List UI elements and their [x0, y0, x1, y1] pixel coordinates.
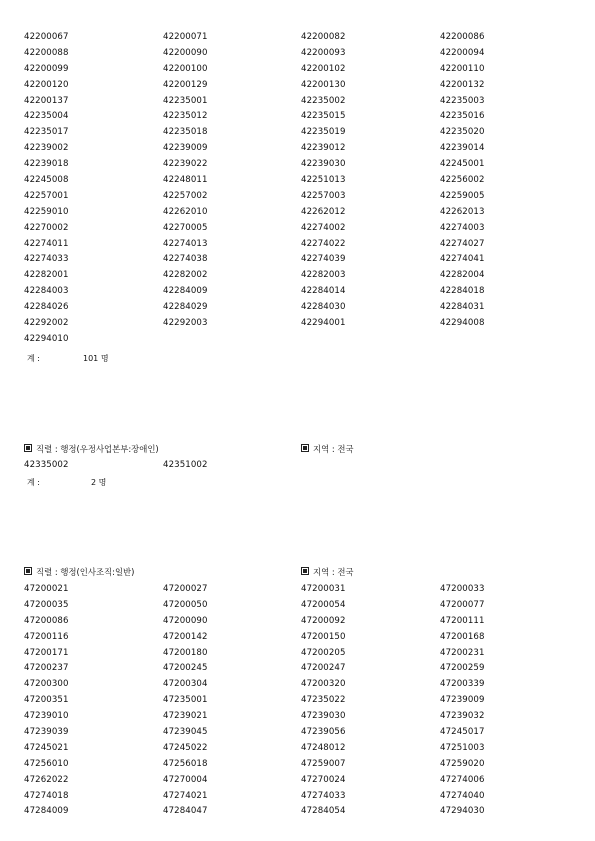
- code-list-section-3: [24, 582, 579, 820]
- exam-number-cell: 42284014: [301, 286, 346, 297]
- exam-number-cell: 47245017: [440, 727, 485, 738]
- exam-number-cell: 42239012: [301, 143, 346, 154]
- exam-number-cell: 42257003: [301, 190, 346, 201]
- exam-number-cell: 47200150: [301, 631, 346, 642]
- exam-number-cell: 42282004: [440, 270, 485, 281]
- exam-number-cell: 42274041: [440, 254, 485, 265]
- exam-number-cell: 47200171: [24, 647, 69, 658]
- exam-number-cell: 42292002: [24, 318, 69, 329]
- exam-number-cell: 42274002: [301, 222, 346, 233]
- exam-number-cell: 42274013: [163, 238, 208, 249]
- exam-number-cell: 42274027: [440, 238, 485, 249]
- exam-number-cell: 42235018: [163, 127, 208, 138]
- code-list-section-1: [24, 30, 579, 348]
- exam-number-cell: 47200320: [301, 679, 346, 690]
- exam-number-cell: 42200067: [24, 32, 69, 42]
- exam-number-cell: 42200130: [301, 79, 346, 90]
- exam-number-cell: 42200137: [24, 95, 69, 106]
- exam-number-cell: 42284003: [24, 286, 69, 297]
- exam-number-cell: 47200077: [440, 599, 485, 610]
- exam-number-cell: 42294008: [440, 318, 485, 329]
- exam-number-cell: 47200033: [440, 584, 485, 594]
- exam-number-cell: 42200093: [301, 47, 346, 58]
- exam-number-cell: 47200021: [24, 584, 69, 594]
- exam-number-cell: 42235017: [24, 127, 69, 138]
- exam-number-cell: 47284009: [24, 806, 69, 817]
- exam-number-cell: 42235001: [163, 95, 208, 106]
- exam-number-cell: 47200351: [24, 695, 69, 706]
- exam-number-cell: 42259010: [24, 206, 69, 217]
- exam-number-cell: 42282003: [301, 270, 346, 281]
- position-header-text: 직렬 : 행정(인사조직:일반): [36, 567, 135, 577]
- exam-number-cell: 47274006: [440, 774, 485, 785]
- total-label: 계 :: [27, 354, 40, 363]
- exam-number-cell: 42200099: [24, 63, 69, 74]
- exam-number-cell: 47239032: [440, 711, 485, 722]
- exam-number-cell: 42284030: [301, 302, 346, 313]
- exam-number-cell: 42259005: [440, 190, 485, 201]
- exam-number-cell: 42284018: [440, 286, 485, 297]
- exam-number-cell: 42274022: [301, 238, 346, 249]
- exam-number-cell: 42239022: [163, 159, 208, 170]
- exam-number-cell: 47200054: [301, 599, 346, 610]
- exam-number-cell: 47274040: [440, 790, 485, 801]
- exam-number-cell: 42294010: [24, 333, 69, 344]
- exam-number-cell: 42351002: [163, 460, 208, 470]
- exam-number-cell: 42274038: [163, 254, 208, 265]
- exam-number-cell: 47200090: [163, 615, 208, 626]
- total-count: 2 명: [91, 478, 107, 487]
- exam-number-cell: 42262013: [440, 206, 485, 217]
- exam-number-cell: 47259007: [301, 758, 346, 769]
- exam-number-cell: 47200259: [440, 663, 485, 674]
- region-header-text: 지역 : 전국: [313, 567, 354, 577]
- exam-number-cell: 42282002: [163, 270, 208, 281]
- exam-number-cell: 47239010: [24, 711, 69, 722]
- exam-number-cell: 47200116: [24, 631, 69, 642]
- exam-number-cell: 42239018: [24, 159, 69, 170]
- checkbox-marker-icon: [24, 567, 32, 575]
- exam-number-cell: 47200339: [440, 679, 485, 690]
- exam-number-cell: 47245021: [24, 742, 69, 753]
- exam-number-cell: 42292003: [163, 318, 208, 329]
- exam-number-cell: 42235012: [163, 111, 208, 122]
- exam-number-cell: 47200027: [163, 584, 208, 594]
- position-header-section-2: [24, 443, 159, 455]
- exam-number-cell: 47200300: [24, 679, 69, 690]
- position-header-text: 직렬 : 행정(우정사업본부:장애인): [36, 444, 159, 454]
- exam-number-cell: 47274033: [301, 790, 346, 801]
- exam-number-cell: 47284047: [163, 806, 208, 817]
- exam-number-cell: 42235020: [440, 127, 485, 138]
- exam-number-cell: 47235022: [301, 695, 346, 706]
- exam-number-cell: 42200086: [440, 32, 485, 42]
- exam-number-cell: 42235002: [301, 95, 346, 106]
- exam-number-cell: 42284026: [24, 302, 69, 313]
- exam-number-cell: 42284009: [163, 286, 208, 297]
- exam-number-cell: 47239030: [301, 711, 346, 722]
- exam-number-cell: 42235004: [24, 111, 69, 122]
- exam-number-cell: 42282001: [24, 270, 69, 281]
- exam-number-cell: 47239039: [24, 727, 69, 738]
- exam-number-cell: 42256002: [440, 175, 485, 186]
- exam-number-cell: 47259020: [440, 758, 485, 769]
- exam-number-cell: 42200071: [163, 32, 208, 42]
- exam-number-cell: 42257002: [163, 190, 208, 201]
- exam-number-cell: 42239009: [163, 143, 208, 154]
- exam-number-cell: 47251003: [440, 742, 485, 753]
- checkbox-marker-icon: [301, 444, 309, 452]
- exam-number-cell: 42262010: [163, 206, 208, 217]
- exam-number-cell: 42294001: [301, 318, 346, 329]
- total-row-section-2: [27, 477, 107, 489]
- exam-number-cell: 47239021: [163, 711, 208, 722]
- exam-number-cell: 42200110: [440, 63, 485, 74]
- exam-number-cell: 42235015: [301, 111, 346, 122]
- exam-number-cell: 42200100: [163, 63, 208, 74]
- exam-number-cell: 42239014: [440, 143, 485, 154]
- exam-number-cell: 47200086: [24, 615, 69, 626]
- exam-number-cell: 47270004: [163, 774, 208, 785]
- exam-number-cell: 47256018: [163, 758, 208, 769]
- exam-number-cell: 47239045: [163, 727, 208, 738]
- exam-number-cell: 42239030: [301, 159, 346, 170]
- exam-number-cell: 42200094: [440, 47, 485, 58]
- exam-number-cell: 42284031: [440, 302, 485, 313]
- checkbox-marker-icon: [301, 567, 309, 575]
- exam-number-cell: 42200082: [301, 32, 346, 42]
- exam-number-cell: 42200090: [163, 47, 208, 58]
- exam-number-cell: 47200092: [301, 615, 346, 626]
- exam-number-cell: 47239056: [301, 727, 346, 738]
- exam-number-cell: 42235016: [440, 111, 485, 122]
- total-row-section-1: [27, 353, 109, 365]
- exam-number-cell: 42274039: [301, 254, 346, 265]
- exam-number-cell: 47248012: [301, 742, 346, 753]
- exam-number-cell: 42270005: [163, 222, 208, 233]
- exam-number-cell: 47235001: [163, 695, 208, 706]
- exam-number-cell: 42274033: [24, 254, 69, 265]
- exam-number-cell: 47200031: [301, 584, 346, 594]
- exam-number-cell: 42274011: [24, 238, 69, 249]
- exam-number-cell: 47294030: [440, 806, 485, 817]
- exam-number-cell: 47200035: [24, 599, 69, 610]
- exam-number-cell: 42245001: [440, 159, 485, 170]
- exam-number-cell: 42200129: [163, 79, 208, 90]
- exam-number-cell: 47256010: [24, 758, 69, 769]
- exam-number-cell: 47270024: [301, 774, 346, 785]
- exam-number-cell: 47284054: [301, 806, 346, 817]
- exam-number-cell: 47200180: [163, 647, 208, 658]
- exam-number-cell: 47239009: [440, 695, 485, 706]
- exam-number-cell: 42257001: [24, 190, 69, 201]
- exam-number-cell: 42274003: [440, 222, 485, 233]
- exam-number-cell: 47200111: [440, 615, 485, 626]
- exam-number-cell: 42251013: [301, 175, 346, 186]
- exam-number-cell: 42270002: [24, 222, 69, 233]
- exam-number-cell: 47200237: [24, 663, 69, 674]
- exam-number-cell: 42235019: [301, 127, 346, 138]
- exam-number-cell: 47274018: [24, 790, 69, 801]
- exam-number-cell: 42239002: [24, 143, 69, 154]
- exam-number-cell: 42200088: [24, 47, 69, 58]
- exam-number-cell: 42235003: [440, 95, 485, 106]
- total-count: 101 명: [83, 354, 109, 363]
- exam-number-cell: 42335002: [24, 460, 69, 470]
- exam-number-cell: 42200120: [24, 79, 69, 90]
- exam-number-cell: 47200247: [301, 663, 346, 674]
- checkbox-marker-icon: [24, 444, 32, 452]
- exam-number-cell: 47200231: [440, 647, 485, 658]
- exam-number-cell: 47200205: [301, 647, 346, 658]
- exam-number-cell: 47245022: [163, 742, 208, 753]
- exam-number-cell: 47200050: [163, 599, 208, 610]
- exam-number-cell: 42200132: [440, 79, 485, 90]
- exam-number-cell: 47200304: [163, 679, 208, 690]
- exam-number-cell: 47274021: [163, 790, 208, 801]
- code-list-section-2: [24, 458, 579, 474]
- exam-number-cell: 47200168: [440, 631, 485, 642]
- region-header-section-2: [301, 443, 354, 455]
- total-label: 계 :: [27, 478, 40, 487]
- exam-number-cell: 47262022: [24, 774, 69, 785]
- exam-number-cell: 47200142: [163, 631, 208, 642]
- exam-number-cell: 42248011: [163, 175, 208, 186]
- exam-number-cell: 47200245: [163, 663, 208, 674]
- region-header-text: 지역 : 전국: [313, 444, 354, 454]
- position-header-section-3: [24, 566, 134, 578]
- exam-number-cell: 42262012: [301, 206, 346, 217]
- exam-number-cell: 42284029: [163, 302, 208, 313]
- exam-number-cell: 42245008: [24, 175, 69, 186]
- region-header-section-3: [301, 566, 354, 578]
- exam-number-cell: 42200102: [301, 63, 346, 74]
